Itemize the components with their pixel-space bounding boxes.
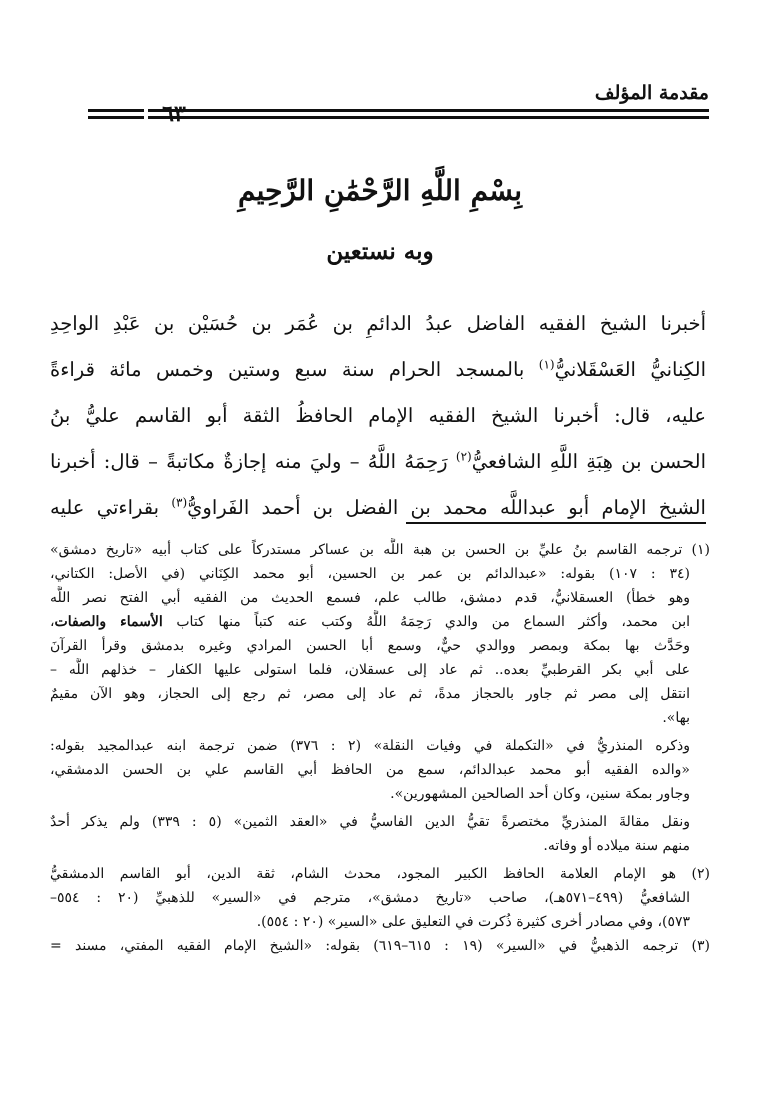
text-span: ابن محمد، وأكثر السماع من والدي رَحِمَهُ اللَّهُ وكتب عنه كتباً منها كتاب	[162, 614, 690, 630]
main-line: أخبرنا الشيخ الفقيه الفاضل عبدُ الدائمِ بن عُمَر بن حُسَيْن بن عَبْدِ الواحِدِ	[50, 312, 706, 335]
footnote-line: (٣) ترجمه الذهبيُّ في «السير» (١٩ : ٦١٥–٦١٩) بقوله: «الشيخ الإمام الفقيه المفتي، مسند =	[50, 938, 710, 954]
footnote-line: انتقل إلى مصر ثم جاور بالحجاز مدةً، ثم عاد إلى مصر، ثم رجع إلى الحجاز، وهو الآن مقيمٌ	[50, 686, 690, 702]
text-span: الشيخ الإمام أبو عبداللَّه محمد بن الفضل بن أحمد الفَراويُّ	[187, 496, 706, 519]
footnote-line: على أبي بكر القرطبيِّ بعده.. ثم عاد إلى عسقلان، فلما استولى عليها الكفار – خذلهم اللَّه –	[50, 662, 690, 678]
header-rule-bottom	[148, 116, 709, 119]
main-line: عليه، قال: أخبرنا الشيخ الفقيه الإمام الحافظُ الثقة أبو القاسم عليُّ بنُ	[50, 404, 706, 427]
main-line	[50, 347, 706, 393]
subtitle: وبه نستعين	[326, 238, 434, 265]
footnote-ref: (٢)	[455, 449, 472, 464]
footnote-line: (١) ترجمه القاسم بنُ عليِّ بن الحسن بن هبة اللَّه بن عساكر مستدركاً على كتاب أبيه «تاريخ دمشق»	[50, 542, 710, 558]
footnote-line: (٢) هو الإمام العلامة الحافظ الكبير المجود، محدث الشام، ثقة الدين، أبو القاسم الدمشقيُّ	[50, 866, 710, 882]
bold-book-title: الأسماء والصفات	[54, 614, 163, 630]
footnote-ref: (١)	[538, 357, 555, 372]
page-number: ٦٣	[162, 101, 186, 127]
footnote-ref: (٣)	[171, 495, 188, 510]
header-rule-top	[148, 109, 709, 112]
footnote-line: وذكره المنذريُّ في «التكملة في وفيات النقلة» (٢ : ٣٧٦) ضمن ترجمة ابنه عبدالمجيد بقوله:	[50, 738, 690, 754]
text-span: الكِنانيُّ العَسْقَلانيُّ	[554, 358, 706, 381]
text-span: رَحِمَهُ اللَّهُ – وليَ منه إجازةٌ مكاتبةً – قال: أخبرنا	[50, 450, 456, 473]
footnote-line: وحَدَّث بها بمكة وبمصر ووالدي حيٌّ، وسمع أبا الحسن المرادي وغيره بدمشق وقرأ القرآنَ	[50, 638, 690, 654]
footnote-line: ٥٧٣)، وفي مصادر أخرى كثيرة ذُكرت في التعليق على «السير» (٢٠ : ٥٥٤).	[256, 914, 690, 930]
main-text	[50, 301, 706, 531]
footnote-line	[50, 610, 710, 634]
footnote-line: وجاور بمكة سنين، وكان أحد الصالحين المشهورين».	[390, 786, 690, 802]
footnote-line: بها».	[662, 710, 690, 726]
footnote-line: «والده الفقيه أبو محمد عبدالدائم، سمع من الحافظ أبي القاسم علي بن الحسن الدمشقي،	[50, 762, 690, 778]
text-span: بالمسجد الحرام سنة سبع وستين وخمس مائة قراءةً	[50, 358, 539, 381]
header-rule-left-top	[88, 109, 144, 112]
main-line	[50, 485, 706, 531]
footnotes	[50, 538, 710, 958]
text-span: بقراءتي عليه	[50, 496, 172, 519]
footnote-line: وهو خطأ) العسقلانيُّ، قدم دمشق، طالب علم، فسمع الحديث من الفقيه أبي الفتح نصر اللَّه	[50, 590, 690, 606]
basmala: بِسْمِ اللَّهِ الرَّحْمَٰنِ الرَّحِيمِ	[238, 174, 522, 207]
text-span: ،	[50, 614, 55, 630]
footnote-line: (٣٤ : ١٠٧) بقوله: «عبدالدائم بن عمر بن الحسين، أبو محمد الكِنَاني (في الأصل: الكتاني،	[50, 566, 690, 582]
footnote-line: منهم سنة ميلاده أو وفاته.	[543, 838, 690, 854]
footnote-separator	[406, 522, 706, 524]
footnote-line: الشافعيُّ (٤٩٩–٥٧١هـ)، صاحب «تاريخ دمشق»، مترجم في «السير» للذهبيِّ (٢٠ : ٥٥٤–	[50, 890, 691, 906]
running-title: مقدمة المؤلف	[594, 82, 709, 104]
page-header	[88, 82, 709, 127]
header-rule-left-bottom	[88, 116, 144, 119]
footnote-line: ونقل مقالةَ المنذريِّ مختصرةً تقيُّ الدين الفاسيُّ في «العقد الثمين» (٥ : ٣٣٩) ولم يذكر أحدٌ	[50, 814, 690, 830]
text-span: الحسن بن هِبَةِ اللَّهِ الشافعيُّ	[471, 450, 706, 473]
main-line	[50, 439, 706, 485]
